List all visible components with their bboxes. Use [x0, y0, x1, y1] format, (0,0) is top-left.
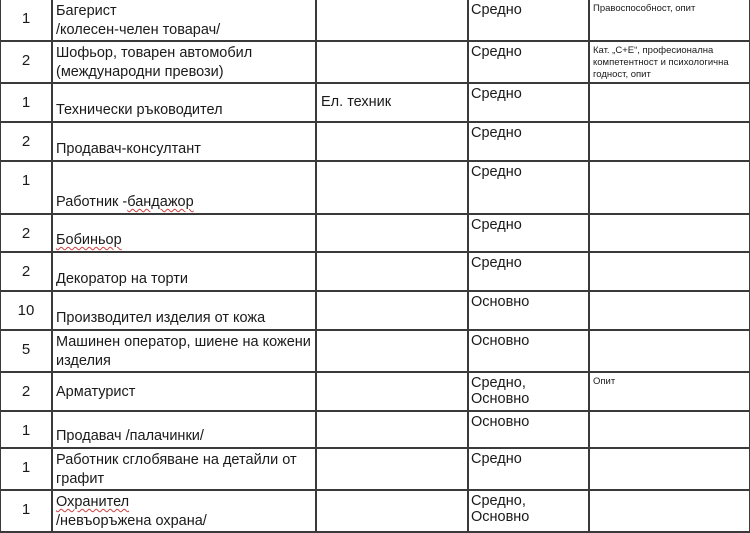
job-title-line: Арматурист: [56, 384, 136, 400]
requirements-cell: [589, 41, 750, 83]
specialty-cell: [316, 490, 468, 532]
job-title-line: Шофьор, товарен автомобил: [56, 45, 253, 61]
table-row: [0, 330, 750, 372]
requirements: Кат. „С+Е“, професионална компетентност и психологична годност, опит: [593, 45, 729, 80]
education-cell: [468, 448, 589, 490]
job-title-cell: [52, 83, 316, 122]
specialty-cell: [316, 0, 468, 41]
job-title-line: Производител изделия от кожа: [56, 310, 266, 326]
specialty: [317, 449, 467, 459]
requirements: [590, 449, 749, 452]
count-cell: [0, 330, 52, 372]
job-title-line: Продавач /палачинки/: [56, 428, 204, 444]
requirements-cell: [589, 161, 750, 214]
education-cell: [468, 411, 589, 448]
table-row: [0, 252, 750, 291]
specialty: [317, 292, 467, 302]
count-cell: [0, 448, 52, 490]
spellcheck-underline: Охранител: [56, 494, 130, 510]
education-level: Средно: [471, 86, 522, 102]
requirements: Правоспособност, опит: [593, 3, 696, 14]
table-row: [0, 490, 750, 532]
specialty: [317, 162, 467, 172]
education-level: Основно: [471, 294, 530, 310]
job-title-line: /невъоръжена охрана/: [56, 513, 207, 529]
education-cell: [468, 372, 589, 411]
education-level: Средно: [471, 44, 522, 60]
job-title-line: изделия: [56, 353, 111, 369]
specialty-cell: [316, 372, 468, 411]
count-cell: [0, 0, 52, 41]
specialty-cell: [316, 214, 468, 252]
job-title-line: [56, 231, 122, 250]
education-level: Средно: [471, 451, 522, 467]
requirements-cell: [589, 214, 750, 252]
job-title-cell: [52, 330, 316, 372]
requirements-cell: [589, 291, 750, 330]
specialty: [317, 412, 467, 422]
job-title-line: Багерист: [56, 3, 117, 19]
job-title-cell: [52, 411, 316, 448]
position-count: 10: [17, 302, 35, 319]
requirements: [590, 412, 749, 415]
requirements: [590, 84, 749, 87]
table-row: [0, 448, 750, 490]
job-title-line: графит: [56, 471, 105, 487]
education-cell: [468, 291, 589, 330]
requirements: [590, 162, 749, 165]
education-level: Средно: [471, 2, 522, 18]
specialty-cell: [316, 252, 468, 291]
education-level: Средно: [471, 255, 522, 271]
education-cell: [468, 0, 589, 41]
specialty: [317, 123, 467, 133]
specialty: [317, 215, 467, 225]
specialty: [317, 491, 467, 501]
job-title-line: Машинен оператор, шиене на кожени: [56, 334, 311, 350]
job-title-line: [56, 493, 315, 512]
position-count: 1: [21, 94, 31, 111]
table-row: [0, 291, 750, 330]
education-cell: [468, 330, 589, 372]
table-row: [0, 214, 750, 252]
requirements-cell: [589, 411, 750, 448]
job-title-cell: [52, 372, 316, 411]
count-cell: [0, 83, 52, 122]
education-cell: [468, 490, 589, 532]
education-level: Средно, Основно: [471, 375, 530, 407]
requirements: [590, 253, 749, 256]
requirements-cell: [589, 490, 750, 532]
table-row: [0, 411, 750, 448]
specialty: Ел. техник: [321, 94, 392, 110]
job-title-line: Технически ръководител: [56, 102, 223, 118]
requirements: Опит: [593, 376, 616, 387]
education-level: Средно, Основно: [471, 493, 530, 525]
position-count: 1: [21, 172, 31, 189]
specialty-cell: [316, 122, 468, 161]
table-row: [0, 0, 750, 41]
position-count: 2: [21, 52, 31, 69]
specialty-cell: [316, 411, 468, 448]
job-title-line: Продавач-консултант: [56, 141, 201, 157]
job-title-cell: [52, 490, 316, 532]
position-count: 2: [21, 383, 31, 400]
job-title-cell: [52, 291, 316, 330]
position-count: 1: [21, 501, 31, 518]
count-cell: [0, 122, 52, 161]
education-cell: [468, 214, 589, 252]
count-cell: [0, 411, 52, 448]
requirements: [590, 331, 749, 334]
job-title-line: (международни превози): [56, 64, 224, 80]
requirements: [590, 491, 749, 494]
education-level: Основно: [471, 414, 530, 430]
position-count: 1: [21, 10, 31, 27]
specialty-cell: [316, 161, 468, 214]
specialty: [317, 373, 467, 383]
job-title-cell: [52, 161, 316, 214]
position-count: 1: [21, 422, 31, 439]
count-cell: [0, 490, 52, 532]
education-cell: [468, 122, 589, 161]
requirements-cell: [589, 83, 750, 122]
specialty-cell: [316, 41, 468, 83]
job-title-line: Работник -бандажор: [56, 194, 194, 210]
education-level: Средно: [471, 125, 522, 141]
table-row: [0, 41, 750, 83]
specialty: [317, 0, 467, 10]
position-count: 2: [21, 263, 31, 280]
spellcheck-underline: бандажор: [127, 194, 194, 210]
position-count: 1: [21, 459, 31, 476]
job-title-cell: [52, 0, 316, 41]
position-count: 2: [21, 133, 31, 150]
table-row: [0, 161, 750, 214]
requirements: [590, 292, 749, 295]
specialty: [317, 42, 467, 52]
specialty: [317, 331, 467, 341]
count-cell: [0, 214, 52, 252]
position-count: 5: [21, 341, 31, 358]
requirements: [590, 123, 749, 126]
table-row: [0, 372, 750, 411]
education-level: Средно: [471, 217, 522, 233]
education-level: Средно: [471, 164, 522, 180]
education-cell: [468, 41, 589, 83]
specialty-cell: [316, 291, 468, 330]
spellcheck-underline: Бобиньор: [56, 232, 122, 248]
education-cell: [468, 252, 589, 291]
table-row: [0, 83, 750, 122]
job-title-line: Работник сглобяване на детайли от: [56, 452, 297, 468]
job-title-cell: [52, 214, 316, 252]
count-cell: [0, 161, 52, 214]
requirements-cell: [589, 122, 750, 161]
requirements-cell: [589, 330, 750, 372]
job-title-line: /колесен-челен товарач/: [56, 22, 221, 38]
education-level: Основно: [471, 333, 530, 349]
count-cell: [0, 252, 52, 291]
job-title-cell: [52, 252, 316, 291]
requirements-cell: [589, 448, 750, 490]
table-row: [0, 122, 750, 161]
count-cell: [0, 372, 52, 411]
education-cell: [468, 161, 589, 214]
requirements-cell: [589, 252, 750, 291]
position-count: 2: [21, 225, 31, 242]
specialty-cell: [316, 83, 468, 122]
specialty-cell: [316, 448, 468, 490]
requirements-cell: [589, 0, 750, 41]
education-cell: [468, 83, 589, 122]
specialty: [317, 253, 467, 263]
requirements-cell: [589, 372, 750, 411]
requirements: [590, 215, 749, 218]
job-title-cell: [52, 448, 316, 490]
count-cell: [0, 291, 52, 330]
job-title-cell: [52, 41, 316, 83]
count-cell: [0, 41, 52, 83]
specialty-cell: [316, 330, 468, 372]
job-title-line: Декоратор на торти: [56, 271, 189, 287]
job-title-cell: [52, 122, 316, 161]
